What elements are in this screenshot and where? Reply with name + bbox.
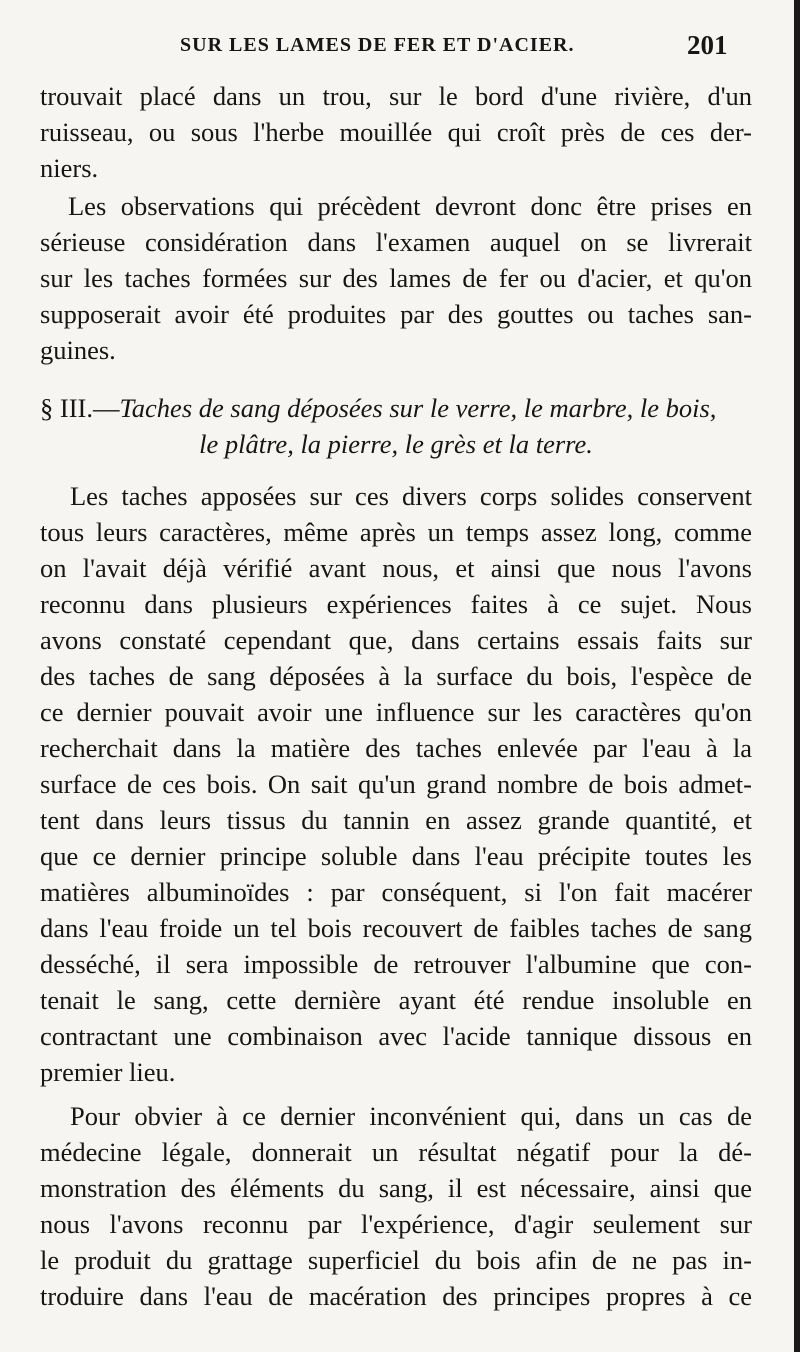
text-line: niers. xyxy=(40,153,99,183)
text-line: monstration des éléments du sang, il est nécessaire, ainsi que xyxy=(40,1173,752,1203)
text-line: supposerait avoir été produites par des gouttes ou taches san- xyxy=(40,299,752,329)
text-line: avons constaté cependant que, dans certains essais faits sur xyxy=(40,625,752,655)
text-line: troduire dans l'eau de macération des principes propres à ce xyxy=(40,1281,752,1311)
text-line: trouvait placé dans un trou, sur le bord d'une rivière, d'un xyxy=(40,81,752,111)
text-line: reconnu dans plusieurs expériences faites à ce sujet. Nous xyxy=(40,589,752,619)
text-line: sur les taches formées sur des lames de fer ou d'acier, et qu'on xyxy=(40,263,752,293)
text-line: matières albuminoïdes : par conséquent, si l'on fait macérer xyxy=(40,877,752,907)
text-line: contractant une combinaison avec l'acide tannique dissous en xyxy=(40,1021,752,1051)
text-line: que ce dernier principe soluble dans l'eau précipite toutes les xyxy=(40,841,752,871)
text-line: recherchait dans la matière des taches enlevée par l'eau à la xyxy=(40,733,752,763)
text-line: ruisseau, ou sous l'herbe mouillée qui croît près de ces der- xyxy=(40,117,752,147)
page-edge-shadow xyxy=(794,0,800,1352)
text-line: le produit du grattage superficiel du bois afin de ne pas in- xyxy=(40,1245,752,1275)
text-line: ce dernier pouvait avoir une influence sur les caractères qu'on xyxy=(40,697,752,727)
text-line: Pour obvier à ce dernier inconvénient qui, dans un cas de xyxy=(70,1101,752,1131)
text-line: nous l'avons reconnu par l'expérience, d'agir seulement sur xyxy=(40,1209,752,1239)
page-number: 201 xyxy=(687,30,728,60)
text-line: surface de ces bois. On sait qu'un grand nombre de bois admet- xyxy=(40,769,752,799)
section-heading-line: le plâtre, la pierre, le grès et la terre. xyxy=(199,429,593,459)
section-heading-prefix: § III.— xyxy=(40,393,120,423)
text-line: sérieuse considération dans l'examen auquel on se livrerait xyxy=(40,227,752,257)
text-line: on l'avait déjà vérifié avant nous, et ainsi que nous l'avons xyxy=(40,553,752,583)
text-line: premier lieu. xyxy=(40,1057,176,1087)
text-line: médecine légale, donnerait un résultat négatif pour la dé- xyxy=(40,1137,752,1167)
text-line: des taches de sang déposées à la surface du bois, l'espèce de xyxy=(40,661,752,691)
text-line: tent dans leurs tissus du tannin en assez grande quantité, et xyxy=(40,805,752,835)
text-line: guines. xyxy=(40,335,116,365)
text-line: Les observations qui précèdent devront donc être prises en xyxy=(68,191,752,221)
text-line: dans l'eau froide un tel bois recouvert de faibles taches de sang xyxy=(40,913,752,943)
section-heading-text: Taches de sang déposées sur le verre, le marbre, le bois, xyxy=(119,393,717,423)
section-heading-line xyxy=(40,390,752,426)
text-line: tous leurs caractères, même après un temps assez long, comme xyxy=(40,517,752,547)
text-line: desséché, il sera impossible de retrouver l'albumine que con- xyxy=(40,949,752,979)
text-line: Les taches apposées sur ces divers corps solides conservent xyxy=(70,481,752,511)
running-head: SUR LES LAMES DE FER ET D'ACIER. xyxy=(180,34,575,56)
text-line: tenait le sang, cette dernière ayant été rendue insoluble en xyxy=(40,985,752,1015)
